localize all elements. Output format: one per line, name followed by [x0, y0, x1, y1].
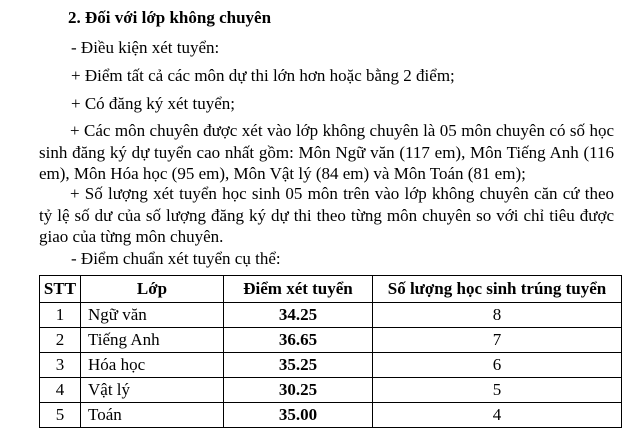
- condition-registration-item: + Có đăng ký xét tuyển;: [71, 94, 235, 113]
- row-diem: 30.25: [224, 378, 373, 403]
- table-row: [40, 403, 622, 428]
- row-stt: 3: [40, 353, 81, 378]
- row-stt: 5: [40, 403, 81, 428]
- table-row: [40, 303, 622, 328]
- row-lop: Vật lý: [81, 378, 224, 403]
- benchmark-table: [39, 275, 622, 428]
- row-lop: Ngữ văn: [81, 303, 224, 328]
- row-stt: 4: [40, 378, 81, 403]
- row-diem: 35.25: [224, 353, 373, 378]
- header-stt: STT: [40, 276, 81, 303]
- table-row: [40, 378, 622, 403]
- row-so-luong: 6: [373, 353, 622, 378]
- row-stt: 2: [40, 328, 81, 353]
- row-diem: 35.00: [224, 403, 373, 428]
- admission-conditions-label: - Điều kiện xét tuyển:: [71, 38, 220, 57]
- table-row: [40, 328, 622, 353]
- row-so-luong: 5: [373, 378, 622, 403]
- header-so-luong: Số lượng học sinh trúng tuyển: [373, 276, 622, 303]
- row-lop: Toán: [81, 403, 224, 428]
- row-so-luong: 8: [373, 303, 622, 328]
- section-heading: 2. Đối với lớp không chuyên: [68, 8, 272, 27]
- table-header-row: [40, 276, 622, 303]
- row-lop: Hóa học: [81, 353, 224, 378]
- specialized-subjects-paragraph: + Các môn chuyên được xét vào lớp không chuyên là 05 môn chuyên có số học sinh đăng ký dự tuyển cao nhất gồm: Môn Ngữ văn (117 em), Môn Tiếng Anh (116 em), Môn Hóa học (95 em), Môn Vật lý (84 em) và Môn Toán (81 em);: [39, 121, 614, 183]
- header-diem: Điểm xét tuyển: [224, 276, 373, 303]
- row-so-luong: 7: [373, 328, 622, 353]
- benchmark-scores-label: - Điểm chuẩn xét tuyển cụ thể:: [71, 249, 281, 268]
- table-row: [40, 353, 622, 378]
- condition-score-item: + Điểm tất cả các môn dự thi lớn hơn hoặc bằng 2 điểm;: [71, 66, 455, 85]
- header-lop: Lớp: [81, 276, 224, 303]
- admission-quantity-paragraph: + Số lượng xét tuyển học sinh 05 môn trên vào lớp không chuyên căn cứ theo tỷ lệ số dư của số lượng đăng ký dự thi theo từng môn chuyên so với chỉ tiêu được giao của từng môn chuyên.: [39, 184, 614, 246]
- row-so-luong: 4: [373, 403, 622, 428]
- row-lop: Tiếng Anh: [81, 328, 224, 353]
- row-diem: 36.65: [224, 328, 373, 353]
- row-stt: 1: [40, 303, 81, 328]
- row-diem: 34.25: [224, 303, 373, 328]
